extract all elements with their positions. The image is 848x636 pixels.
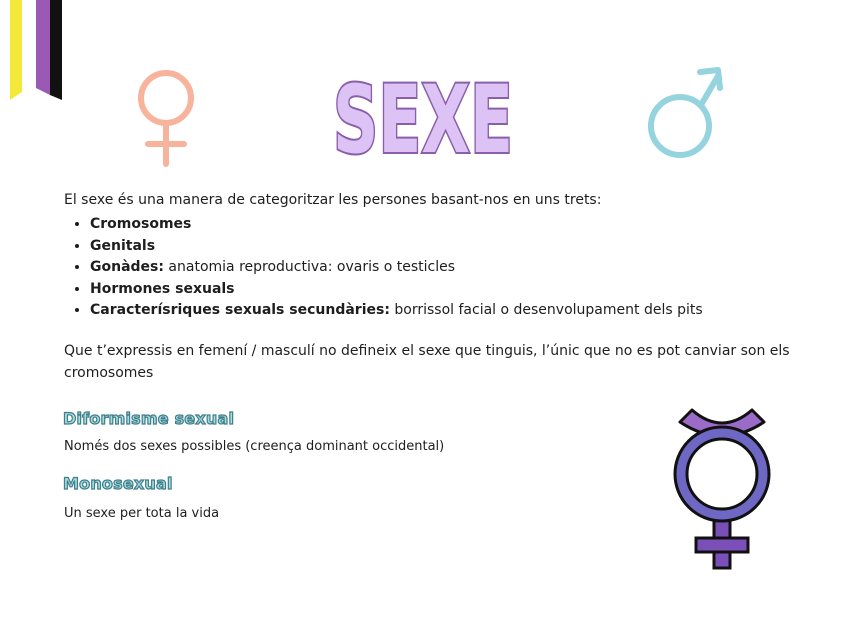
intersex-symbol-icon <box>660 398 784 576</box>
male-symbol-icon <box>640 62 730 166</box>
trait-detail: borrissol facial o desenvolupament dels pits <box>389 302 703 318</box>
nonbinary-flag-icon <box>0 0 70 110</box>
trait-detail: anatomia reproductiva: ovaris o testicles <box>163 259 456 275</box>
traits-list <box>64 214 804 322</box>
trait-term: Genitals <box>90 237 156 254</box>
section-text-monosexual: Un sexe per tota la vida <box>64 506 220 521</box>
list-item <box>90 300 804 322</box>
expression-paragraph: Que t’expressis en femení / masculí no defineix el sexe que tinguis, l’únic que no es pot canviar son els cromosomes <box>64 342 790 381</box>
list-item <box>90 214 804 236</box>
svg-text:SEXE: SEXE <box>333 66 513 175</box>
section-heading-diformisme: Diformisme sexual <box>63 409 235 428</box>
list-item <box>90 257 804 279</box>
section-heading-monosexual: Monosexual <box>63 474 173 493</box>
intro-text: El sexe és una manera de categoritzar les persones basant-nos en uns trets: <box>64 192 602 208</box>
trait-term: Hormones sexuals <box>90 280 235 297</box>
trait-term: Gonàdes: <box>90 259 164 275</box>
section-text-diformisme: Només dos sexes possibles (creença dominant occidental) <box>64 439 445 454</box>
list-item <box>90 279 804 301</box>
trait-term: Caracterísriques sexuals secundàries: <box>90 302 390 318</box>
main-content <box>64 191 804 384</box>
list-item <box>90 236 804 258</box>
page-title <box>318 60 528 175</box>
trait-term: Cromosomes <box>90 216 192 232</box>
female-symbol-icon <box>128 66 208 170</box>
